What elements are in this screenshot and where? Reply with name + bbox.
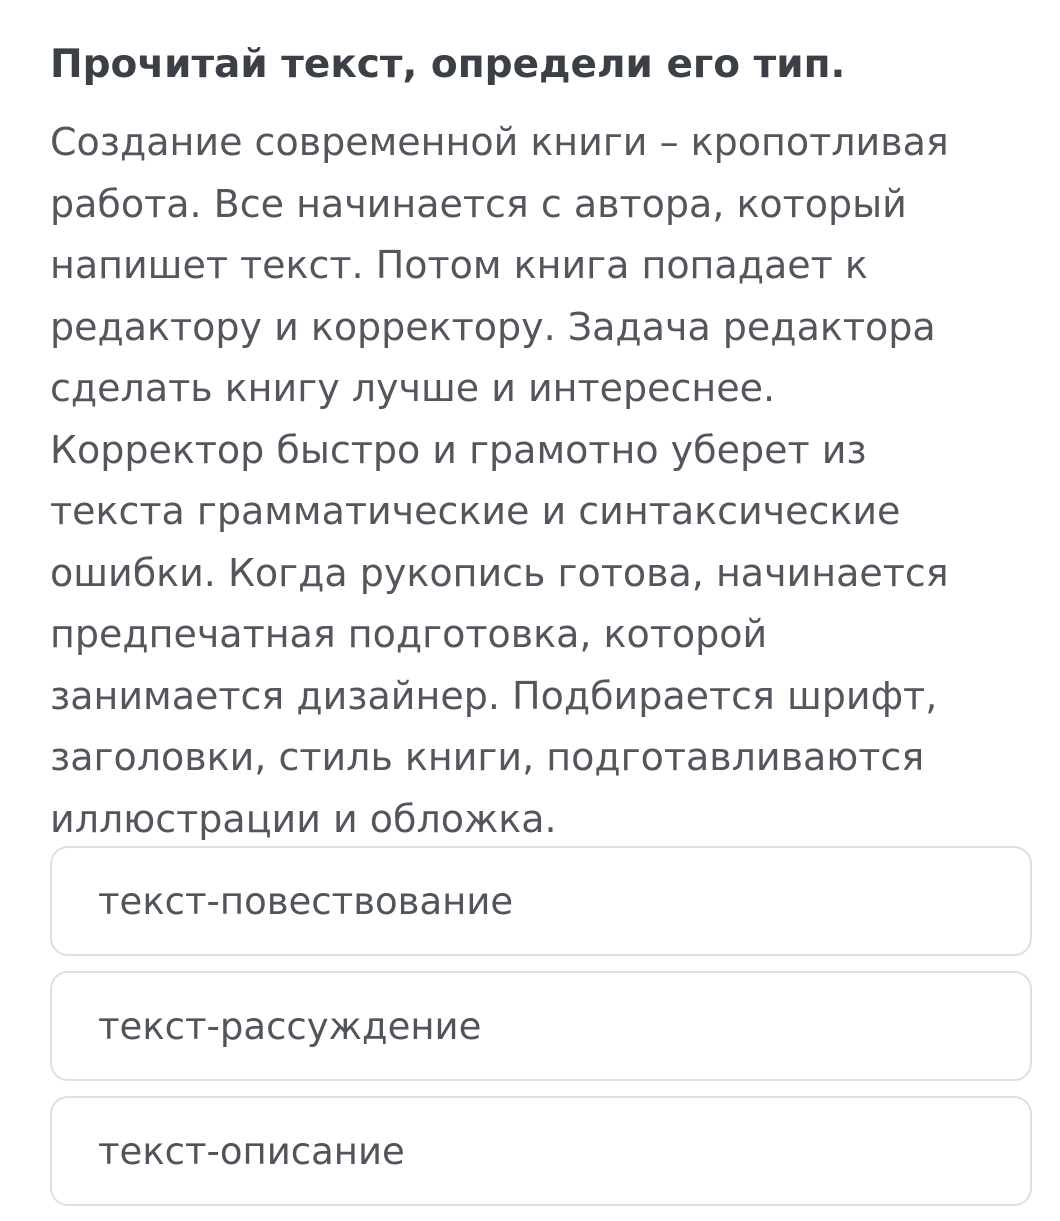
answer-option-description[interactable]	[50, 1096, 1032, 1206]
answer-options	[50, 846, 1032, 1221]
passage-line: ошибки. Когда рукопись готова, начинается	[50, 550, 949, 595]
passage-line: текста грамматические и синтаксические	[50, 489, 901, 533]
question-panel	[50, 0, 1040, 850]
passage-line: работа. Все начинается с автора, который	[50, 181, 907, 226]
reading-passage	[50, 112, 1040, 850]
answer-option-label: текст-описание	[98, 1129, 405, 1173]
passage-line: занимается дизайнер. Подбирается шрифт,	[50, 673, 938, 718]
passage-line: заголовки, стиль книги, подготавливаются	[50, 735, 925, 779]
passage-line: иллюстрации и обложка.	[50, 796, 557, 841]
answer-option-reasoning[interactable]	[50, 971, 1032, 1081]
passage-line: сделать книгу лучше и интереснее.	[50, 366, 776, 410]
passage-line: Корректор быстро и грамотно уберет из	[50, 427, 867, 472]
question-title: Прочитай текст, определи его тип.	[50, 42, 846, 87]
answer-option-label: текст-повествование	[98, 879, 514, 923]
passage-line: редактору и корректору. Задача редактора	[50, 304, 936, 349]
answer-option-label: текст-рассуждение	[98, 1004, 482, 1048]
answer-option-narration[interactable]	[50, 846, 1032, 956]
passage-line: Создание современной книги – кропотливая	[50, 120, 949, 164]
passage-line: предпечатная подготовка, которой	[50, 612, 768, 656]
passage-line: напишет текст. Потом книга попадает к	[50, 243, 868, 287]
